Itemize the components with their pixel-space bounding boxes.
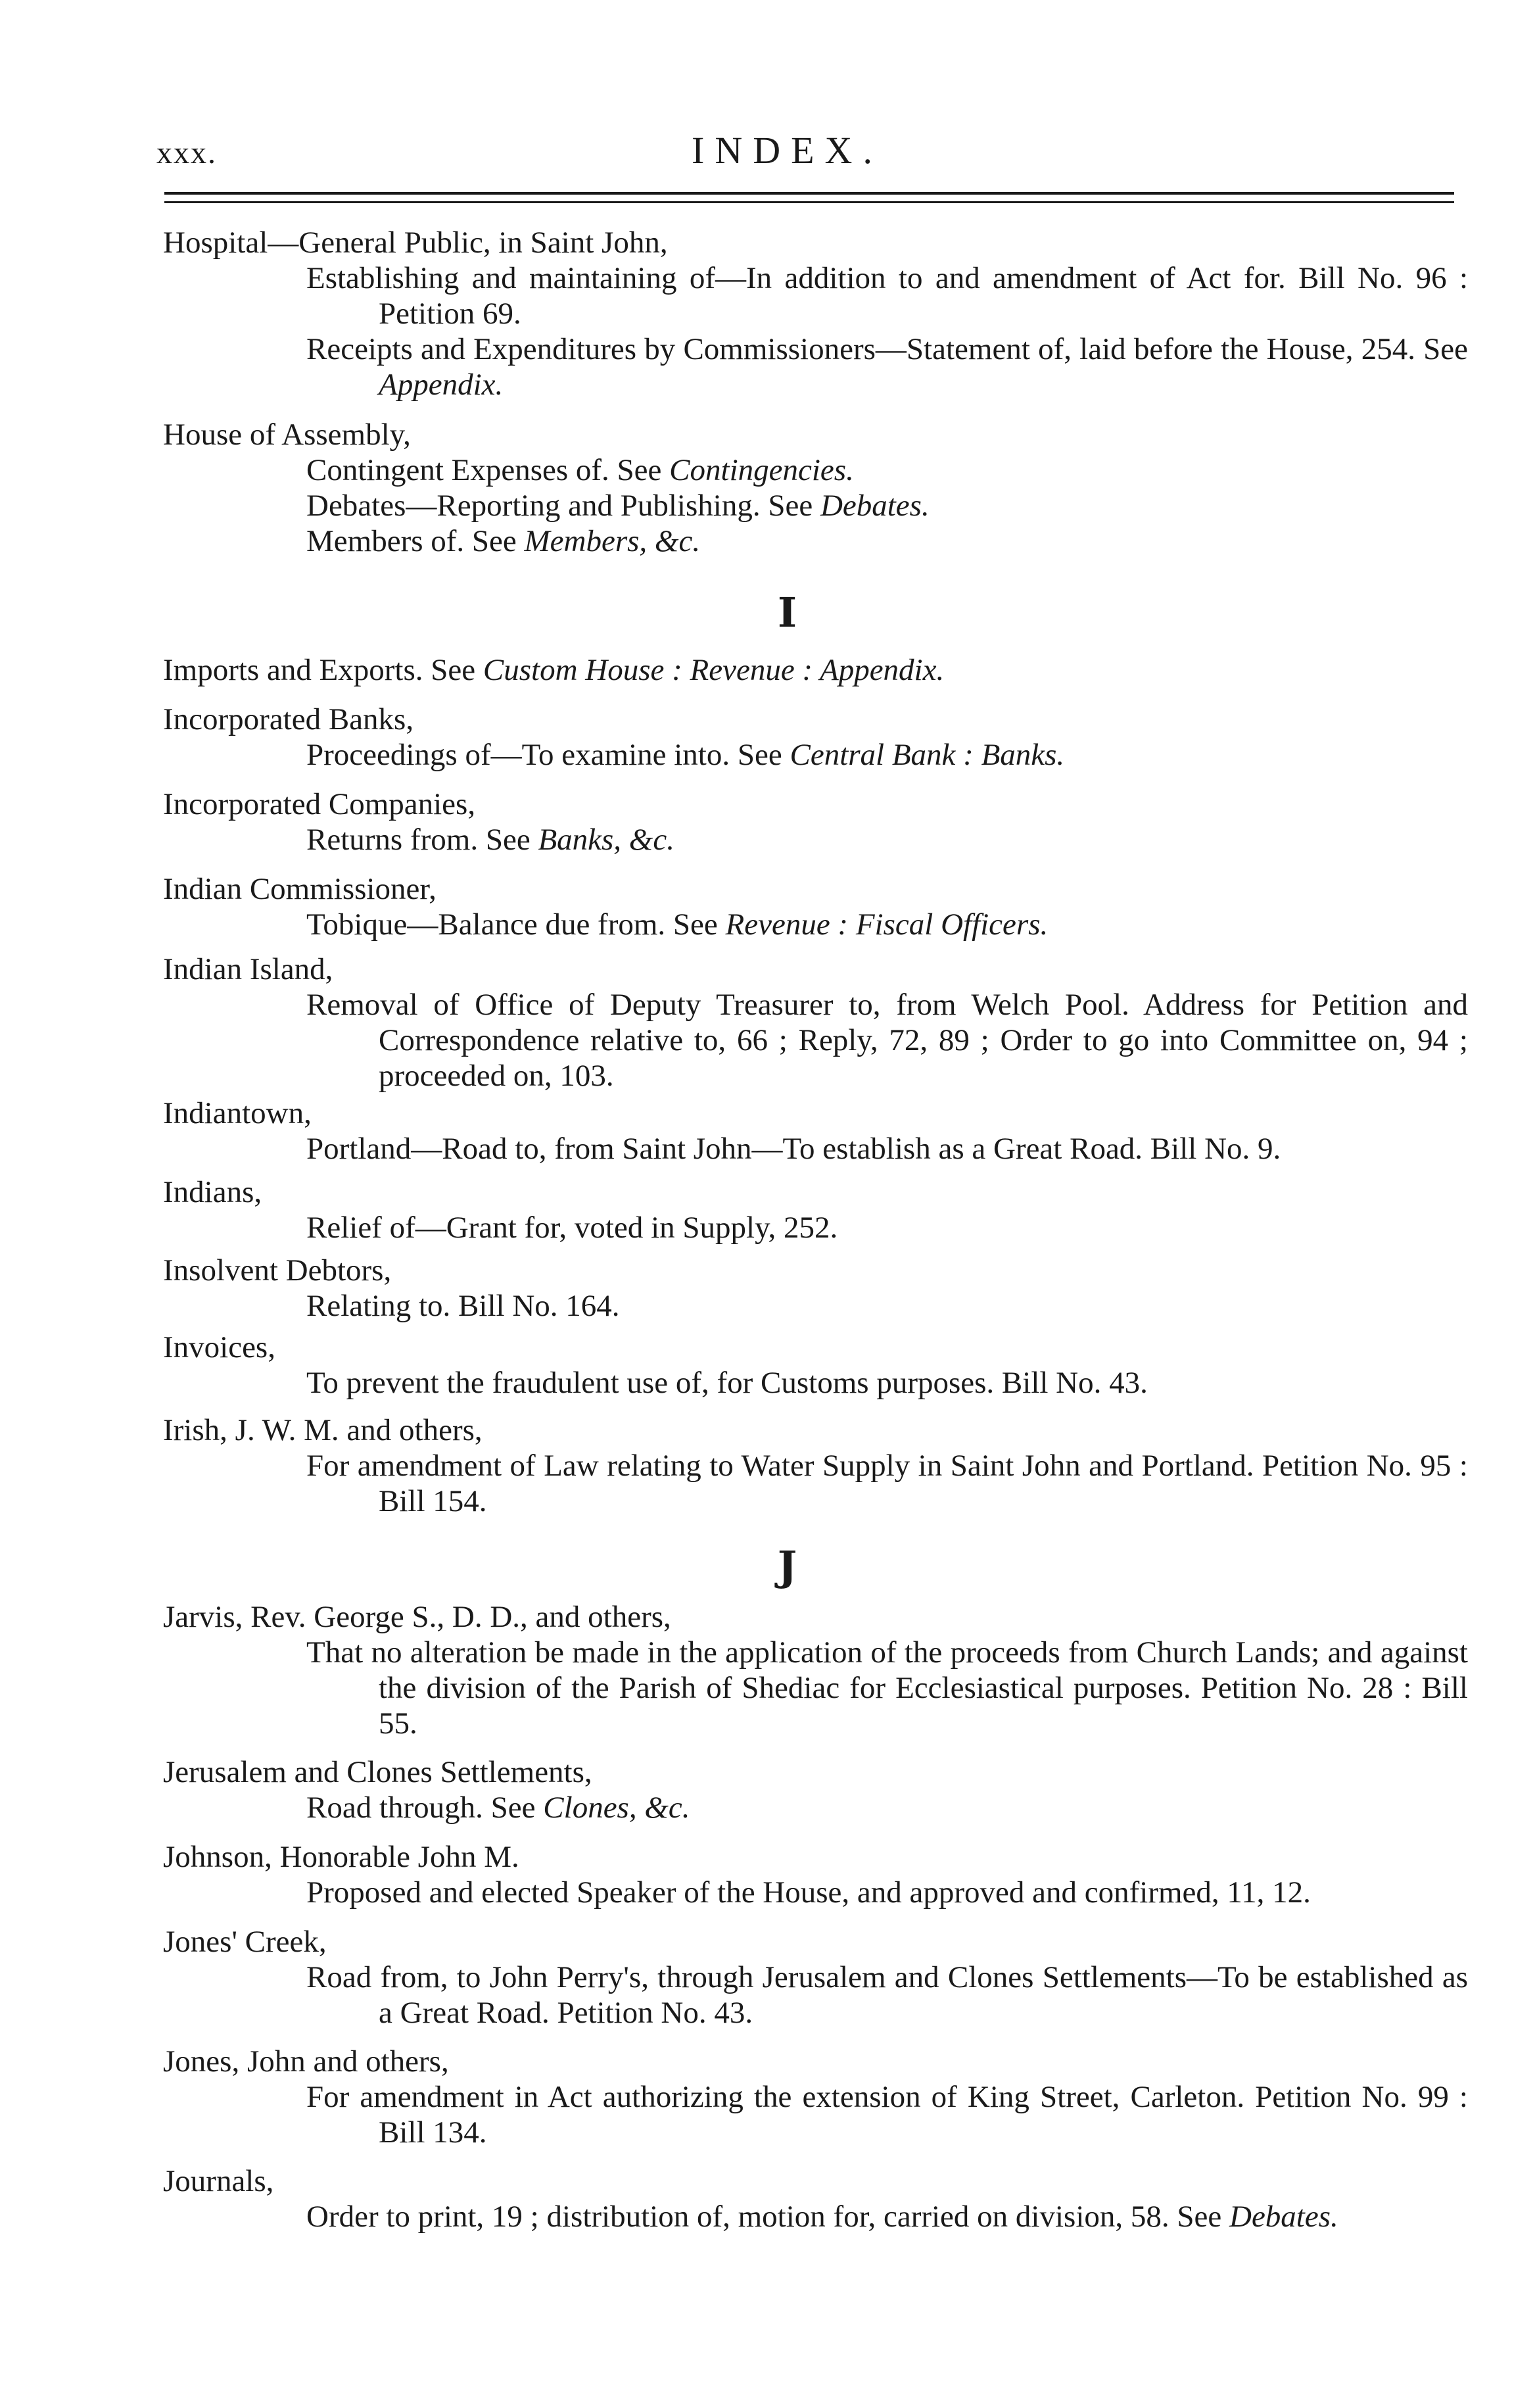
entry-heading: Incorporated Banks, <box>163 702 414 736</box>
entry-text: Imports and Exports. See <box>163 653 483 687</box>
entry-subline <box>163 737 1468 773</box>
cross-reference: Debates. <box>820 489 930 523</box>
index-entry-insolvent-debtors <box>163 1253 1468 1324</box>
entry-text: Road through. See <box>306 1791 544 1825</box>
entry-subline: Relief of—Grant for, voted in Supply, 252. <box>306 1211 838 1245</box>
section-letter-i: I <box>777 589 797 637</box>
entry-text: Receipts and Expenditures by Commissioners—Statement of, laid before the House, 254. See <box>306 332 1468 366</box>
entry-subline <box>163 1790 1468 1825</box>
entry-heading: Jones, John and others, <box>163 2044 449 2079</box>
cross-reference: Custom House : Revenue : Appendix. <box>483 653 945 687</box>
index-entry-journals <box>163 2163 1468 2234</box>
entry-subline <box>163 523 1468 559</box>
entry-heading: Jarvis, Rev. George S., D. D., and others, <box>163 1600 671 1634</box>
index-entry-johnson <box>163 1839 1468 1910</box>
index-entry-house-of-assembly <box>163 417 1468 559</box>
entry-subline: Portland—Road to, from Saint John—To establish as a Great Road. Bill No. 9. <box>306 1132 1281 1166</box>
index-entry-indians <box>163 1174 1468 1245</box>
index-entry-incorporated-companies <box>163 786 1468 857</box>
cross-reference: Banks, &c. <box>538 823 674 857</box>
entry-subline: Road from, to John Perry's, through Jerusalem and Clones Settlements—To be established as a Great Road. Petition No. 43. <box>306 1960 1468 2030</box>
entry-subline: That no alteration be made in the application of the proceeds from Church Lands; and against the division of the Parish of Shediac for Ecclesiastical purposes. Petition No. 28 : Bill 55. <box>306 1635 1468 1741</box>
index-entry-indiantown <box>163 1096 1468 1167</box>
entry-subline: Removal of Office of Deputy Treasurer to, from Welch Pool. Address for Petition and Correspondence relative to, 66 ; Reply, 72, 89 ; Order to go into Committee on, 94 ; proceeded on, 103. <box>306 988 1468 1093</box>
header-rule-top <box>164 192 1454 195</box>
entry-heading: Insolvent Debtors, <box>163 1253 392 1288</box>
entry-text: Returns from. See <box>306 823 538 857</box>
entry-heading: Hospital—General Public, in Saint John, <box>163 226 668 260</box>
page-number: xxx. <box>156 135 217 170</box>
entry-heading: Irish, J. W. M. and others, <box>163 1413 483 1447</box>
entry-subline: Relating to. Bill No. 164. <box>306 1289 620 1323</box>
index-entry-incorporated-banks <box>163 702 1468 773</box>
entry-heading: Indian Commissioner, <box>163 872 437 906</box>
entry-heading: Indian Island, <box>163 952 333 986</box>
entry-subline <box>163 331 1468 402</box>
entry-text: Members of. See <box>306 524 525 558</box>
cross-reference: Central Bank : Banks. <box>790 738 1065 772</box>
entry-heading: Journals, <box>163 2164 274 2198</box>
entry-heading: Johnson, Honorable John M. <box>163 1840 519 1874</box>
entry-heading: Jerusalem and Clones Settlements, <box>163 1755 592 1789</box>
cross-reference: Clones, &c. <box>543 1791 690 1825</box>
entry-heading: Indians, <box>163 1175 262 1209</box>
header-rule-bottom <box>164 201 1454 203</box>
page-title: INDEX. <box>692 129 883 172</box>
index-entry-jarvis <box>163 1599 1468 1741</box>
cross-reference: Members, &c. <box>524 524 701 558</box>
index-entry-indian-island <box>163 951 1468 1094</box>
index-entry-invoices <box>163 1330 1468 1401</box>
index-entry-indian-commissioner <box>163 871 1468 942</box>
entry-heading: Indiantown, <box>163 1096 312 1130</box>
cross-reference: Contingencies. <box>669 453 854 487</box>
index-entry-jones-creek <box>163 1924 1468 2031</box>
index-entry-jerusalem <box>163 1754 1468 1825</box>
cross-reference: Debates. <box>1229 2200 1338 2234</box>
index-entry-jones-john <box>163 2044 1468 2150</box>
entry-text: Debates—Reporting and Publishing. See <box>306 489 820 523</box>
entry-text: Contingent Expenses of. See <box>306 453 670 487</box>
entry-subline: Proposed and elected Speaker of the House, and approved and confirmed, 11, 12. <box>306 1875 1311 1910</box>
entry-text: Proceedings of—To examine into. See <box>306 738 790 772</box>
entry-heading: Incorporated Companies, <box>163 787 476 821</box>
entry-subline: Establishing and maintaining of—In addition to and amendment of Act for. Bill No. 96 : Petition 69. <box>306 261 1468 331</box>
entry-subline <box>163 2199 1468 2234</box>
entry-heading: House of Assembly, <box>163 418 411 452</box>
index-entry-hospital <box>163 225 1468 402</box>
entry-heading: Invoices, <box>163 1330 275 1364</box>
section-letter-j: J <box>777 1542 797 1590</box>
entry-heading <box>163 652 1468 688</box>
entry-subline: To prevent the fraudulent use of, for Customs purposes. Bill No. 43. <box>306 1366 1148 1400</box>
entry-text: Tobique—Balance due from. See <box>306 907 726 942</box>
cross-reference: Revenue : Fiscal Officers. <box>725 907 1049 942</box>
entry-subline <box>163 452 1468 488</box>
entry-subline <box>163 822 1468 857</box>
entry-subline <box>163 488 1468 523</box>
index-entry-irish <box>163 1412 1468 1519</box>
entry-subline <box>163 907 1468 942</box>
index-entry-imports-and-exports <box>163 652 1468 688</box>
entry-text: Order to print, 19 ; distribution of, motion for, carried on division, 58. See <box>306 2200 1229 2234</box>
entry-heading: Jones' Creek, <box>163 1925 327 1959</box>
entry-subline: For amendment in Act authorizing the extension of King Street, Carleton. Petition No. 99 : Bill 134. <box>306 2080 1468 2150</box>
cross-reference: Appendix. <box>379 368 504 402</box>
entry-subline: For amendment of Law relating to Water Supply in Saint John and Portland. Petition No. 95 : Bill 154. <box>306 1449 1468 1518</box>
